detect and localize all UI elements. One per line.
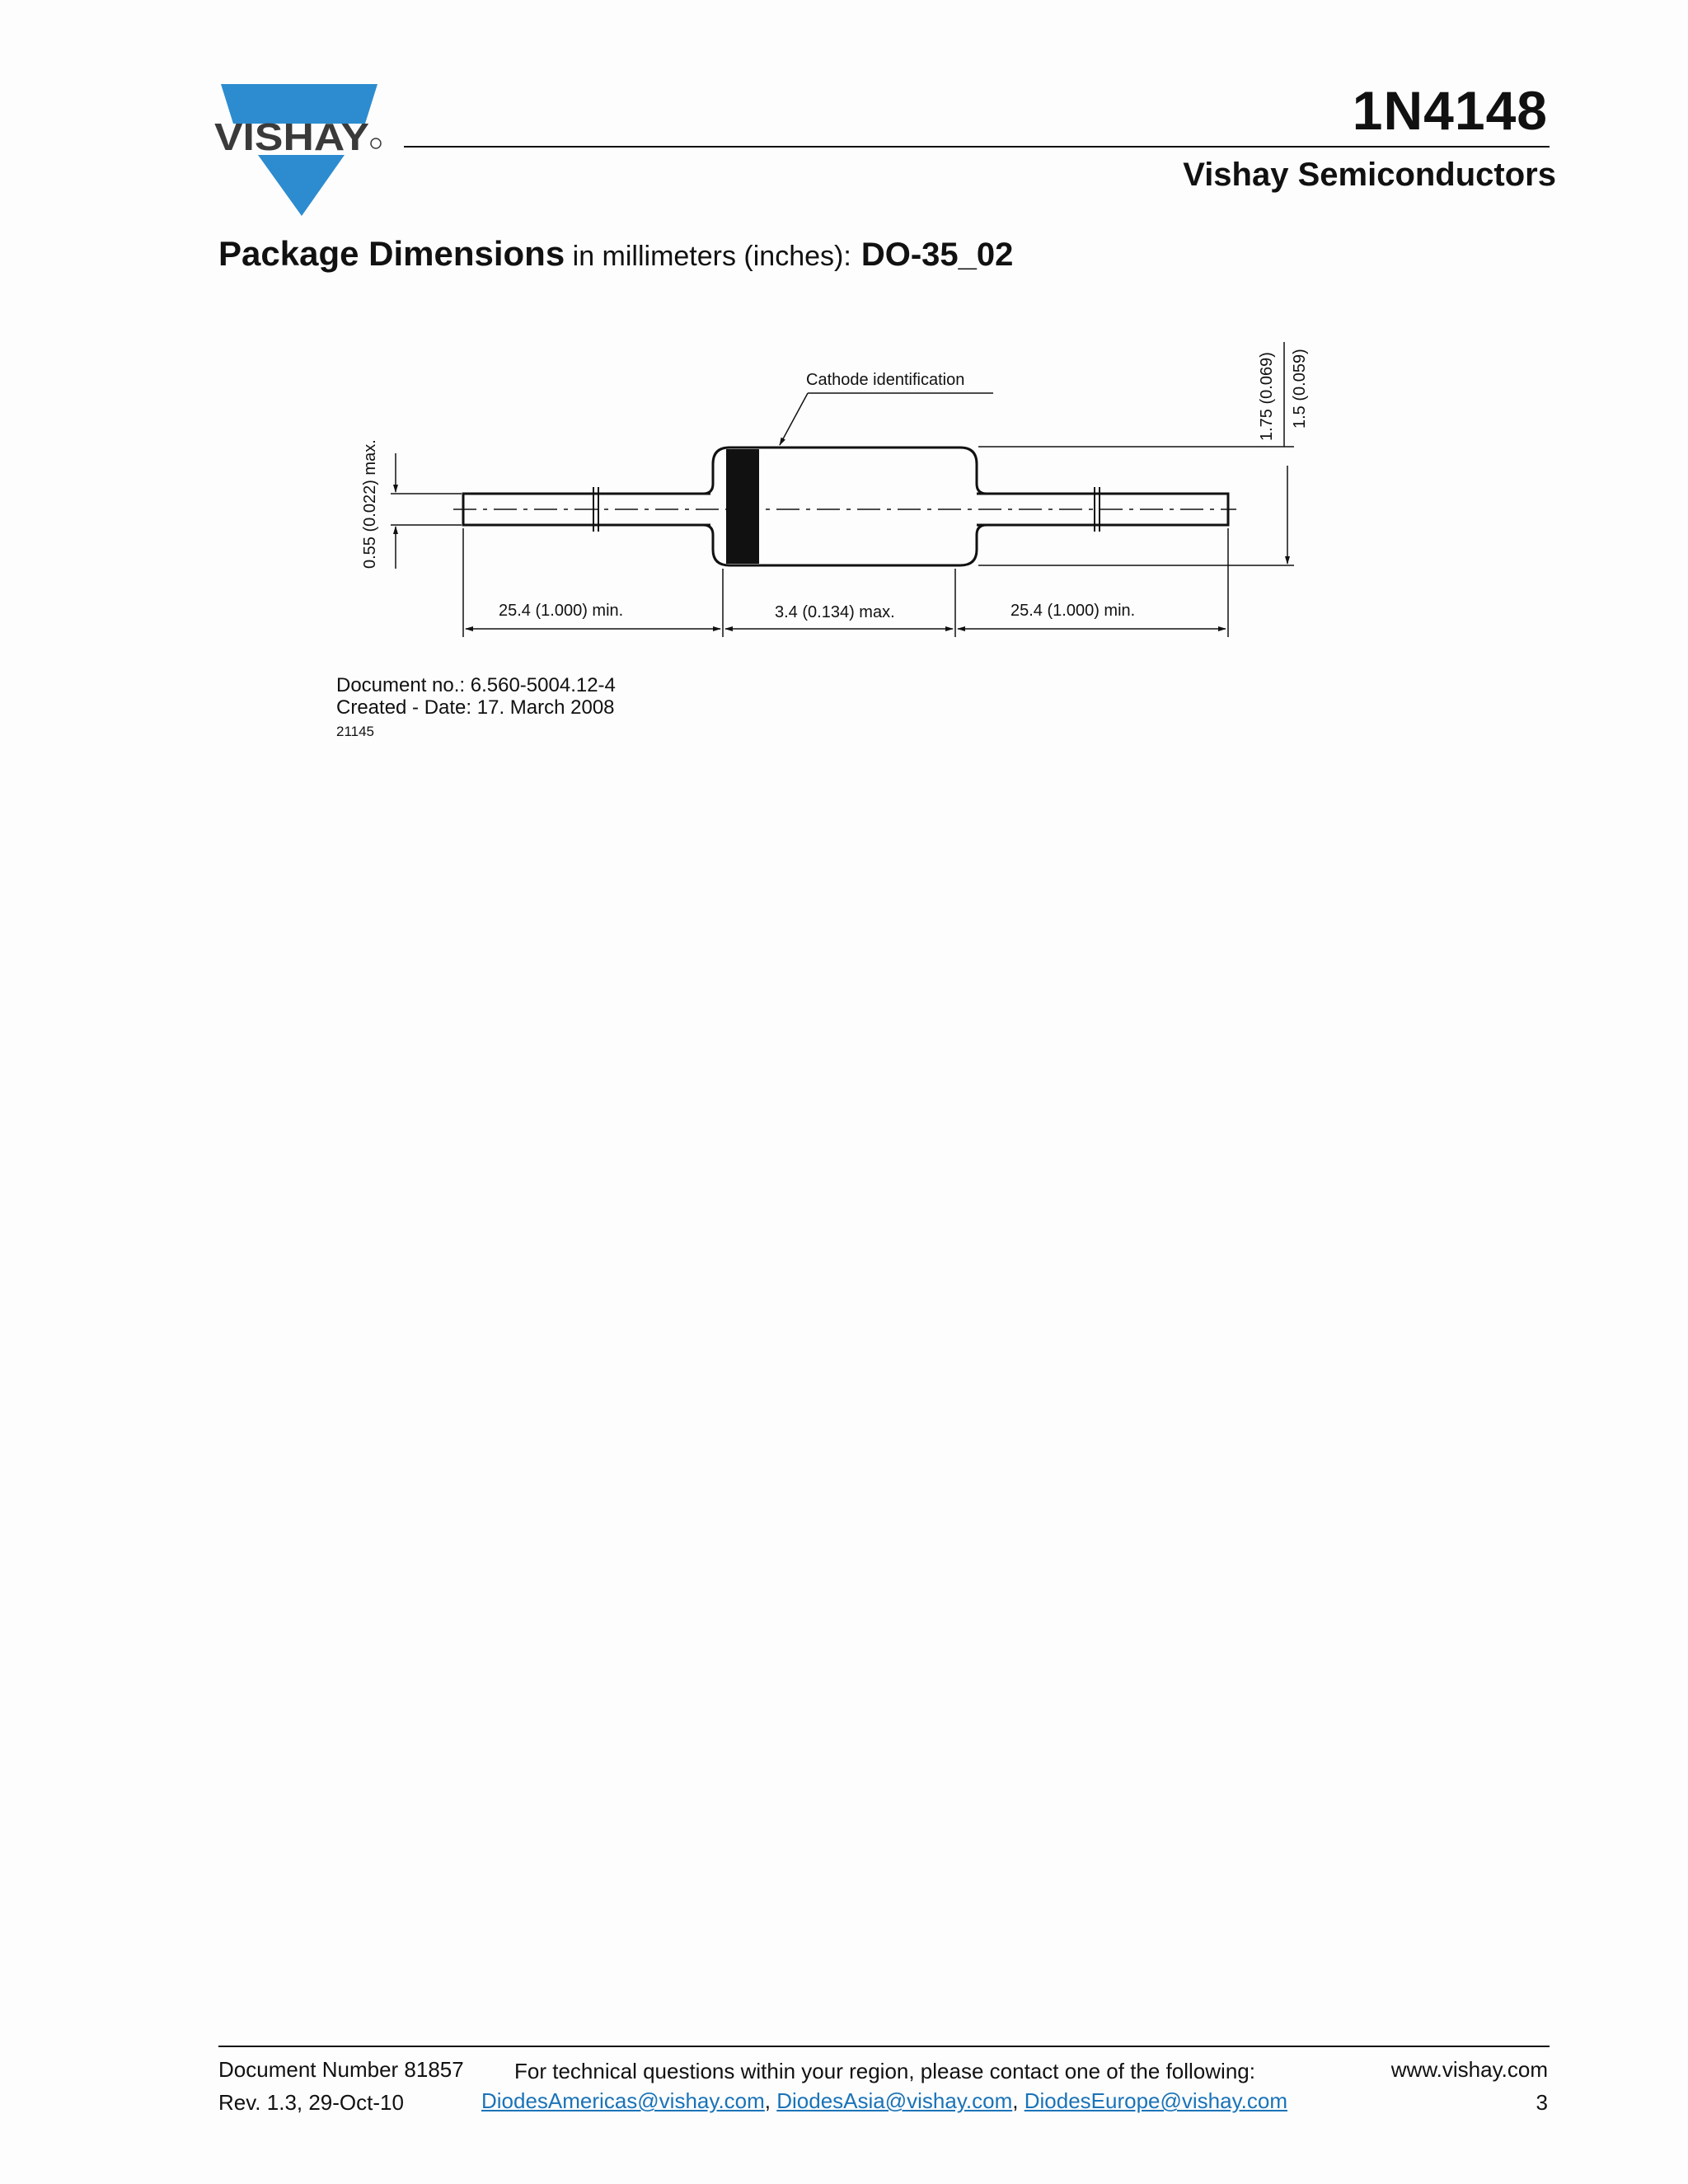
body-diameter-dimension xyxy=(978,342,1294,565)
right-lead-length-label: 25.4 (1.000) min. xyxy=(1010,602,1136,620)
document-created-date: Created - Date: 17. March 2008 xyxy=(336,696,615,719)
drawing-id: 21145 xyxy=(336,724,375,739)
registered-mark xyxy=(371,138,381,148)
footer-email-links xyxy=(481,2088,1287,2114)
lead-diameter-label: 0.55 (0.022) max. xyxy=(361,439,379,569)
page-number: 3 xyxy=(1536,2090,1548,2115)
package-name: DO-35_02 xyxy=(860,237,1014,273)
logo-text: VISHAY xyxy=(214,115,369,158)
footer-website: www.vishay.com xyxy=(1390,2057,1548,2082)
link-separator: , xyxy=(764,2088,777,2113)
link-separator: , xyxy=(1012,2088,1025,2113)
company-name: Vishay Semiconductors xyxy=(1183,157,1556,193)
logo-triangle-bottom xyxy=(258,155,345,216)
email-link-americas[interactable]: DiodesAmericas@vishay.com xyxy=(481,2088,765,2113)
footer-contact-text: For technical questions within your region, please contact one of the following: xyxy=(514,2059,1255,2083)
body-length-label: 3.4 (0.134) max. xyxy=(775,603,895,621)
diode-outline xyxy=(463,448,1228,565)
body-diameter-max-label: 1.75 (0.069) xyxy=(1258,352,1276,441)
body-diameter-min-label: 1.5 (0.059) xyxy=(1291,349,1309,429)
email-link-asia[interactable]: DiodesAsia@vishay.com xyxy=(776,2088,1013,2113)
cathode-identification-label: Cathode identification xyxy=(806,371,965,389)
footer-revision: Rev. 1.3, 29-Oct-10 xyxy=(218,2090,404,2115)
cathode-band xyxy=(726,449,759,564)
email-link-europe[interactable]: DiodesEurope@vishay.com xyxy=(1024,2088,1287,2113)
header-divider xyxy=(404,146,1550,148)
footer-divider xyxy=(218,2046,1550,2047)
footer-document-number: Document Number 81857 xyxy=(218,2057,464,2082)
section-title-bold: Package Dimensions xyxy=(218,234,565,273)
lead-diameter-dimension xyxy=(391,453,462,569)
left-lead-length-label: 25.4 (1.000) min. xyxy=(499,602,624,620)
section-title xyxy=(218,234,1013,274)
cathode-leader xyxy=(780,393,993,445)
part-number: 1N4148 xyxy=(1352,80,1548,141)
vishay-logo xyxy=(213,82,386,221)
document-no: Document no.: 6.560-5004.12-4 xyxy=(336,674,616,696)
section-title-units: in millimeters (inches): xyxy=(565,241,851,272)
